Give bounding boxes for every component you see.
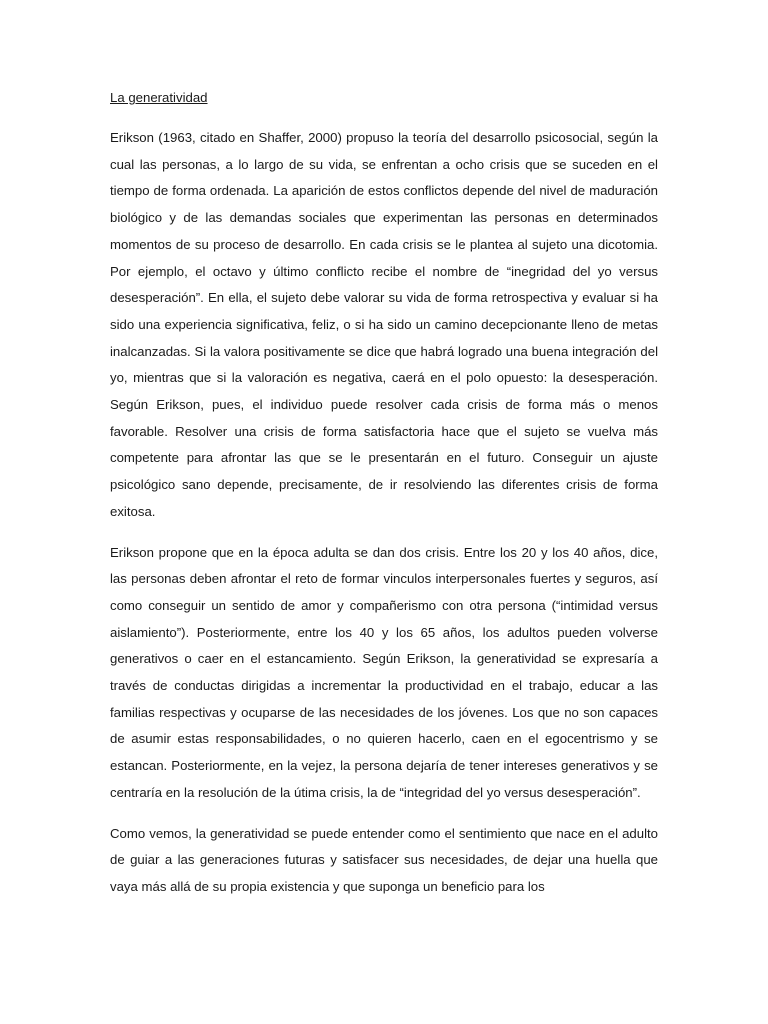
paragraph-adult-crises: Erikson propone que en la época adulta se dan dos crisis. Entre los 20 y los 40 años, dice, las personas deben afrontar el reto de formar vinculos interpersonales fuertes y seguros, así como conseguir un sentido de amor y compañerismo con otra persona (“intimidad versus aislamiento”). Posteriormente, entre los 40 y los 65 años, los adultos pueden volverse generativos o caer en el estancamiento. Según Erikson, la generatividad se expresaría a través de conductas dirigidas a incrementar la productividad en el trabajo, educar a las familias respectivas y ocuparse de las necesidades de los jóvenes. Los que no son capaces de asumir estas responsabilidades, o no quieren hacerlo, caen en el egocentrismo y se estancan. Posteriormente, en la vejez, la persona dejaría de tener intereses generativos y se centraría en la resolución de la útima crisis, la de “integridad del yo versus desesperación”.	[110, 544, 658, 800]
document-page	[110, 85, 658, 915]
paragraph-generativity-definition: Como vemos, la generatividad se puede entender como el sentimiento que nace en el adulto de guiar a las generaciones futuras y satisfacer sus necesidades, de dejar una huella que vaya más allá de su propia existencia y que suponga un beneficio para los	[110, 825, 658, 894]
document-title: La generatividad	[110, 90, 208, 105]
paragraph-erikson-theory: Erikson (1963, citado en Shaffer, 2000) propuso la teoría del desarrollo psicosocial, según la cual las personas, a lo largo de su vida, se enfrentan a ocho crisis que se suceden en el tiempo de forma ordenada. La aparición de estos conflictos depende del nivel de maduración biológico y de las demandas sociales que experimentan las personas en determinados momentos de su proceso de desarrollo. En cada crisis se le plantea al sujeto una dicotomia. Por ejemplo, el octavo y último conflicto recibe el nombre de “inegridad del yo versus desesperación”. En ella, el sujeto debe valorar su vida de forma retrospectiva y evaluar si ha sido una experiencia significativa, feliz, o si ha sido un camino decepcionante lleno de metas inalcanzadas. Si la valora positivamente se dice que habrá logrado una buena integración del yo, mientras que si la valoración es negativa, caerá en el polo opuesto: la desesperación. Según Erikson, pues, el individuo puede resolver cada crisis de forma más o menos favorable. Resolver una crisis de forma satisfactoria hace que el sujeto se vuelva más competente para afrontar las que se le presentarán en el futuro. Conseguir un ajuste psicológico sano depende, precisamente, de ir resolviendo las diferentes crisis de forma exitosa.	[110, 130, 658, 519]
